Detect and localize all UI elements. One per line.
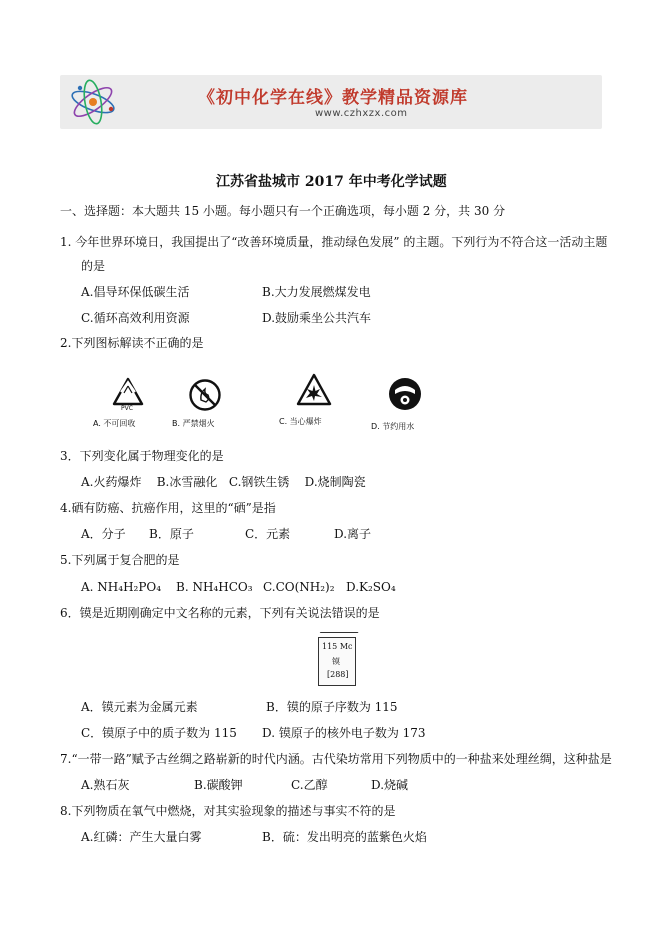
q6-option-d: D. 镆原子的核外电子数为 173	[262, 726, 426, 740]
section-header: 一、选择题：本大题共 15 小题。每小题只有一个正确选项，每小题 2 分，共 30 分	[60, 204, 506, 218]
q5-option-c: C.CO(NH₂)₂	[263, 580, 335, 594]
q3-stem: 3．下列变化属于物理变化的是	[60, 449, 224, 463]
q7-option-a: A.熟石灰	[81, 778, 130, 792]
q6-option-b: B．镆的原子序数为 115	[266, 700, 398, 714]
q1-option-a: A.倡导环保低碳生活	[81, 285, 190, 299]
q7-option-d: D.烧碱	[371, 778, 409, 792]
water-saving-icon	[387, 376, 423, 412]
element-cell-number-symbol: 115 Mc	[322, 642, 353, 651]
q1-option-d: D.鼓励乘坐公共汽车	[262, 311, 372, 325]
q2-caption-b: B. 严禁烟火	[172, 419, 215, 428]
q6-stem: 6．镆是近期刚确定中文名称的元素，下列有关说法错误的是	[60, 606, 380, 620]
q2-caption-d: D. 节约用水	[371, 422, 415, 431]
q2-caption-c: C. 当心爆炸	[279, 417, 322, 426]
q4-option-c: C．元素	[245, 527, 291, 541]
q5-stem: 5.下列属于复合肥的是	[60, 553, 180, 567]
q6-option-c: C．镆原子中的质子数为 115	[81, 726, 237, 740]
q4-option-d: D.离子	[334, 527, 372, 541]
q8-option-b: B．硫：发出明亮的蓝紫色火焰	[262, 830, 427, 844]
atom-logo-icon	[66, 79, 120, 125]
q4-stem: 4.硒有防癌、抗癌作用，这里的“硒”是指	[60, 501, 276, 515]
element-cell-name: 镆	[332, 657, 340, 666]
banner-title: 《初中化学在线》教学精品资源库	[198, 88, 468, 108]
q7-option-b: B.碳酸钾	[194, 778, 243, 792]
q7-stem: 7.“一带一路”赋予古丝绸之路崭新的时代内涵。古代染坊常用下列物质中的一种盐来处理丝绸，这种盐是	[60, 752, 612, 766]
pvc-label: PVC	[121, 405, 133, 412]
header-banner	[60, 75, 602, 129]
q4-option-b: B．原子	[149, 527, 194, 541]
q1-stem-line2: 的是	[81, 259, 106, 273]
banner-url: www.czhxzx.com	[315, 108, 408, 119]
q1-option-b: B.大力发展燃煤发电	[262, 285, 371, 299]
q8-option-a: A.红磷：产生大量白雾	[81, 830, 202, 844]
q2-caption-a: A. 不可回收	[93, 419, 136, 428]
q7-option-c: C.乙醇	[291, 778, 328, 792]
q1-stem-line1: 1. 今年世界环境日，我国提出了“改善环境质量，推动绿色发展” 的主题。下列行为不符合这一活动主题	[60, 235, 608, 249]
q3-options: A.火药爆炸 B.冰雪融化 C.钢铁生锈 D.烧制陶瓷	[81, 475, 366, 489]
q5-option-a: A. NH₄H₂PO₄	[81, 580, 162, 594]
q5-option-d: D.K₂SO₄	[346, 580, 396, 594]
explosion-warning-icon	[296, 373, 332, 407]
q1-option-c: C.循环高效利用资源	[81, 311, 190, 325]
element-cell-mass: [288]	[327, 670, 349, 679]
q8-stem: 8.下列物质在氧气中燃烧，对其实验现象的描述与事实不符的是	[60, 804, 396, 818]
element-cell-figure	[318, 637, 356, 686]
q5-option-b: B. NH₄HCO₃	[176, 580, 253, 594]
exam-title: 江苏省盐城市 2017 年中考化学试题	[216, 174, 447, 190]
no-fire-icon	[188, 378, 222, 412]
q4-option-a: A．分子	[81, 527, 126, 541]
q6-option-a: A．镆元素为金属元素	[81, 700, 198, 714]
q2-stem: 2.下列图标解读不正确的是	[60, 336, 204, 350]
